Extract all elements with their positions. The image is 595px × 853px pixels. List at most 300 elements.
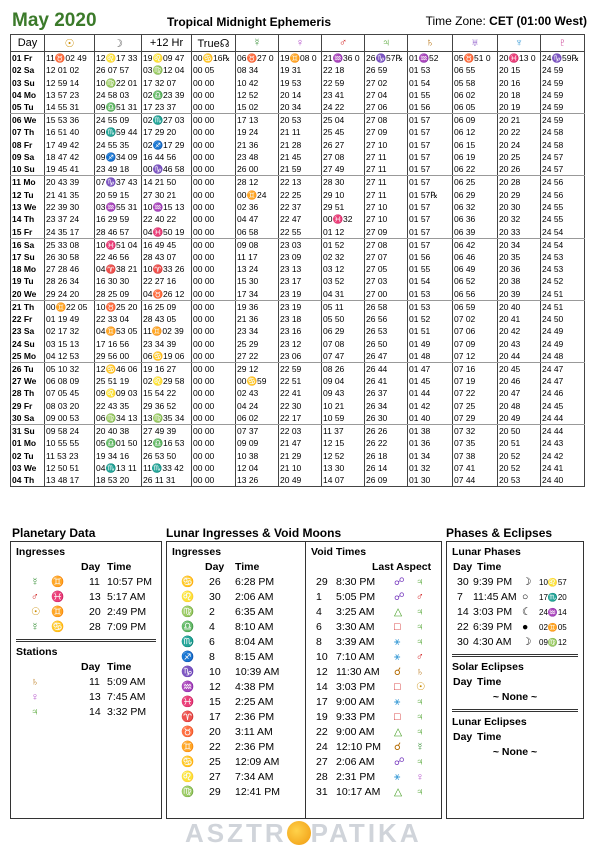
cell: 04♉26 12 bbox=[142, 288, 192, 301]
cell: 01 53 bbox=[408, 300, 453, 313]
row-date: 09 Sa bbox=[11, 151, 45, 163]
ingress-day: 20 bbox=[89, 606, 101, 618]
cell: 06 42 bbox=[453, 238, 498, 251]
void-row bbox=[306, 635, 442, 650]
cell: 00 00 bbox=[192, 126, 236, 138]
time-header: Time bbox=[477, 731, 502, 743]
cell: 11♏33 42 bbox=[142, 462, 192, 474]
void-time: 9:00 AM bbox=[336, 696, 375, 708]
void-day: 31 bbox=[316, 786, 328, 798]
lunar-ingress-list bbox=[167, 575, 305, 800]
cell: 20 19 bbox=[498, 101, 541, 114]
table-row bbox=[11, 425, 585, 438]
void-panel bbox=[306, 542, 442, 800]
planet-glyph-icon: ♀ bbox=[416, 771, 424, 783]
cell: 20 35 bbox=[498, 251, 541, 263]
cell: 17 29 20 bbox=[142, 126, 192, 138]
cell: 20 46 bbox=[498, 375, 541, 387]
ingress-time: 7:09 PM bbox=[107, 621, 147, 633]
planet-glyph-icon: ♄ bbox=[416, 666, 424, 678]
cell: 19 34 16 bbox=[95, 449, 142, 461]
cell: 21 59 bbox=[279, 163, 322, 176]
cell: 00 00 bbox=[192, 263, 236, 275]
cell: 01 56 bbox=[408, 251, 453, 263]
cell: 28 46 57 bbox=[95, 226, 142, 239]
cell: 00 00 bbox=[192, 474, 236, 487]
timezone bbox=[426, 14, 587, 28]
cell: 27 09 bbox=[365, 126, 408, 138]
station-row bbox=[11, 675, 161, 690]
cell: 23 34 bbox=[236, 325, 279, 337]
void-time: 11:30 AM bbox=[336, 666, 380, 678]
cell: 24 41 bbox=[541, 462, 585, 474]
cell: 20 40 bbox=[498, 300, 541, 313]
planet-glyph-icon: ☿ bbox=[31, 576, 39, 588]
cell: 26 53 bbox=[365, 325, 408, 337]
aspect-glyph-icon: ☌ bbox=[394, 666, 402, 678]
void-day: 4 bbox=[316, 606, 322, 618]
cell: 12 59 14 bbox=[45, 76, 95, 88]
cell: 19 53 bbox=[279, 76, 322, 88]
row-date: 29 Fr bbox=[11, 400, 45, 412]
ingresses-heading: Ingresses bbox=[16, 546, 66, 558]
cell: 24 40 bbox=[541, 474, 585, 487]
void-time: 3:25 AM bbox=[336, 606, 375, 618]
cell: 13 30 bbox=[322, 462, 365, 474]
lunar-ingress-time: 7:34 AM bbox=[235, 771, 274, 783]
cell: 27 06 bbox=[365, 101, 408, 114]
void-row bbox=[306, 605, 442, 620]
void-day: 29 bbox=[316, 576, 328, 588]
phase-row bbox=[447, 605, 583, 620]
cell: 06 59 bbox=[453, 300, 498, 313]
cell: 01 57 bbox=[408, 126, 453, 138]
column-header: +12 Hr bbox=[142, 35, 192, 52]
sign-glyph-icon: ♍ bbox=[181, 606, 195, 618]
cell: 20 38 bbox=[498, 275, 541, 287]
divider bbox=[452, 709, 578, 712]
cell: 06 29 bbox=[453, 188, 498, 200]
lunar-ingress-row bbox=[167, 770, 305, 785]
lunar-ingress-day: 26 bbox=[209, 576, 221, 588]
lunar-ingress-time: 2:25 AM bbox=[235, 696, 274, 708]
sign-glyph-icon: ♈ bbox=[181, 711, 195, 723]
cell: 01 53 bbox=[408, 288, 453, 301]
planet-ingress-list bbox=[11, 575, 161, 635]
cell: 20 28 bbox=[498, 176, 541, 189]
cell: 06 55 bbox=[453, 64, 498, 76]
lunar-ingress-day: 4 bbox=[209, 621, 215, 633]
cell: 05♎01 50 bbox=[95, 437, 142, 449]
cell: 01 57 bbox=[408, 151, 453, 163]
cell: 02 17 32 bbox=[45, 325, 95, 337]
cell: 12 15 bbox=[322, 437, 365, 449]
cell: 24 55 bbox=[541, 201, 585, 213]
cell: 12 50 51 bbox=[45, 462, 95, 474]
phases-box bbox=[446, 541, 584, 819]
cell: 01 49 bbox=[408, 337, 453, 349]
phase-position: 02♊05 bbox=[539, 623, 567, 632]
void-time: 8:30 PM bbox=[336, 576, 376, 588]
cell: 22 41 bbox=[279, 387, 322, 399]
phase-day: 30 bbox=[457, 636, 469, 648]
cell: 24 53 bbox=[541, 251, 585, 263]
table-row bbox=[11, 300, 585, 313]
row-date: 20 We bbox=[11, 288, 45, 301]
row-date: 19 Tu bbox=[11, 275, 45, 287]
cell: 24 59 bbox=[541, 101, 585, 114]
table-row bbox=[11, 412, 585, 425]
lunar-ingress-day: 17 bbox=[209, 711, 221, 723]
cell: 25 29 bbox=[236, 337, 279, 349]
station-time: 7:45 AM bbox=[107, 691, 146, 703]
cell: 01 38 bbox=[408, 425, 453, 438]
cell: 07 32 bbox=[453, 425, 498, 438]
cell: 09♌09 03 bbox=[95, 387, 142, 399]
cell: 01 57 bbox=[408, 114, 453, 127]
cell: 27 49 bbox=[322, 163, 365, 176]
cell: 23 17 bbox=[279, 275, 322, 287]
cell: 00 00 bbox=[192, 114, 236, 127]
cell: 00 00 bbox=[192, 188, 236, 200]
moon-phase-icon: ● bbox=[522, 621, 529, 633]
cell: 27 04 bbox=[365, 89, 408, 101]
station-row bbox=[11, 705, 161, 720]
cell: 22 03 bbox=[279, 425, 322, 438]
void-day: 19 bbox=[316, 711, 328, 723]
void-day: 1 bbox=[316, 591, 322, 603]
lunar-ingress-row bbox=[167, 590, 305, 605]
row-date: 28 Th bbox=[11, 387, 45, 399]
phase-time: 6:39 PM bbox=[473, 621, 513, 633]
time-header: Time bbox=[477, 676, 502, 688]
lunar-ingress-time: 6:28 PM bbox=[235, 576, 275, 588]
cell: 21 28 bbox=[279, 139, 322, 151]
row-date: 26 Tu bbox=[11, 362, 45, 375]
cell: 15 02 bbox=[236, 101, 279, 114]
cell: 24 51 bbox=[541, 300, 585, 313]
phase-day: 22 bbox=[457, 621, 469, 633]
lunar-ingress-row bbox=[167, 785, 305, 800]
cell: 24 57 bbox=[541, 151, 585, 163]
cell: 06 56 bbox=[453, 288, 498, 301]
cell: 03♒55 31 bbox=[95, 201, 142, 213]
cell: 22 17 bbox=[279, 412, 322, 425]
lunar-ingress-row bbox=[167, 725, 305, 740]
cell: 07♑37 43 bbox=[95, 176, 142, 189]
cell: 22 46 56 bbox=[95, 251, 142, 263]
cell: 05 10 32 bbox=[45, 362, 95, 375]
cell: 26 50 bbox=[365, 337, 408, 349]
station-day: 13 bbox=[89, 691, 101, 703]
cell: 19♊08 0 bbox=[279, 52, 322, 65]
cell: 12♌17 33 bbox=[95, 52, 142, 65]
table-row bbox=[11, 151, 585, 163]
void-row bbox=[306, 590, 442, 605]
cell: 09 00 53 bbox=[45, 412, 95, 425]
row-date: 25 Mo bbox=[11, 350, 45, 363]
moon-phase-icon: ☽ bbox=[522, 636, 532, 648]
stations-heading: Stations bbox=[16, 646, 58, 658]
cell: 07 41 bbox=[453, 462, 498, 474]
cell: 24 59 bbox=[541, 64, 585, 76]
sign-glyph-icon: ♋ bbox=[181, 576, 195, 588]
cell: 00 00 bbox=[192, 163, 236, 176]
lunar-ingress-row bbox=[167, 710, 305, 725]
cell: 06 46 bbox=[453, 251, 498, 263]
table-row bbox=[11, 462, 585, 474]
cell: 02♐17 29 bbox=[142, 139, 192, 151]
planet-glyph-icon: ♂ bbox=[31, 591, 39, 603]
cell: 24 43 bbox=[541, 437, 585, 449]
cell: 24 49 bbox=[541, 325, 585, 337]
cell: 24 48 bbox=[541, 350, 585, 363]
cell: 20 34 bbox=[498, 238, 541, 251]
planet-glyph-icon: ♃ bbox=[416, 786, 424, 798]
time-header: Time bbox=[107, 661, 132, 673]
row-date: 02 Tu bbox=[11, 449, 45, 461]
cell: 01 51 bbox=[408, 325, 453, 337]
cell: 22 51 bbox=[279, 375, 322, 387]
ingress-time: 10:57 PM bbox=[107, 576, 152, 588]
cell: 20 16 bbox=[498, 76, 541, 88]
lunar-ingress-row bbox=[167, 695, 305, 710]
cell: 01 53 bbox=[408, 64, 453, 76]
cell: 22 37 bbox=[279, 201, 322, 213]
cell: 01 56 bbox=[408, 101, 453, 114]
lunar-ingress-row bbox=[167, 635, 305, 650]
cell: 24 56 bbox=[541, 176, 585, 189]
planet-glyph-icon: ♃ bbox=[416, 726, 424, 738]
table-row bbox=[11, 350, 585, 363]
cell: 00 00 bbox=[192, 213, 236, 225]
cell: 23 34 39 bbox=[142, 337, 192, 349]
day-header: Day bbox=[81, 561, 101, 573]
lunar-ingress-time: 3:11 AM bbox=[235, 726, 273, 738]
cell: 19 45 41 bbox=[45, 163, 95, 176]
void-heading bbox=[311, 546, 442, 558]
cell: 24 49 bbox=[541, 337, 585, 349]
void-headers bbox=[306, 560, 442, 575]
cell: 27 00 bbox=[365, 288, 408, 301]
cell: 05♉51 0 bbox=[453, 52, 498, 65]
table-row bbox=[11, 188, 585, 200]
cell: 06 52 bbox=[453, 275, 498, 287]
cell: 16 25 09 bbox=[142, 300, 192, 313]
cell: 20♓13 0 bbox=[498, 52, 541, 65]
phase-position: 17♏20 bbox=[539, 593, 567, 602]
cell: 01 57 bbox=[408, 139, 453, 151]
sign-glyph-icon: ♋ bbox=[181, 756, 195, 768]
cell: 00♋59 bbox=[236, 375, 279, 387]
cell: 24 54 bbox=[541, 238, 585, 251]
row-date: 04 Mo bbox=[11, 89, 45, 101]
cell: 22 33 04 bbox=[95, 313, 142, 325]
lunar-ingress-time: 2:06 AM bbox=[235, 591, 274, 603]
void-row bbox=[306, 770, 442, 785]
table-row bbox=[11, 313, 585, 325]
cell: 26 14 bbox=[365, 462, 408, 474]
column-header: ☿ bbox=[236, 35, 279, 52]
cell: 24 59 bbox=[541, 76, 585, 88]
cell: 10 21 bbox=[322, 400, 365, 412]
cell: 00 00 bbox=[192, 101, 236, 114]
cell: 06♉27 0 bbox=[236, 52, 279, 65]
cell: 00 00 bbox=[192, 139, 236, 151]
cell: 26 27 bbox=[322, 139, 365, 151]
solar-eclipse-none: ~ None ~ bbox=[492, 691, 538, 703]
cell: 26 11 31 bbox=[142, 474, 192, 487]
cell: 13 57 23 bbox=[45, 89, 95, 101]
planet-glyph-icon: ♂ bbox=[416, 591, 424, 603]
row-date: 15 Fr bbox=[11, 226, 45, 239]
cell: 12 52 bbox=[236, 89, 279, 101]
cell: 01 57 bbox=[408, 163, 453, 176]
cell: 22 30 bbox=[279, 400, 322, 412]
cell: 22 59 bbox=[322, 76, 365, 88]
cell: 14 07 bbox=[322, 474, 365, 487]
cell: 24 55 bbox=[541, 213, 585, 225]
aspect-glyph-icon: ☍ bbox=[394, 591, 405, 603]
lunar-ingress-day: 15 bbox=[209, 696, 221, 708]
cell: 06 22 bbox=[453, 163, 498, 176]
cell: 21 47 bbox=[279, 437, 322, 449]
column-header: ♅ bbox=[453, 35, 498, 52]
lunar-ingress-row bbox=[167, 665, 305, 680]
aspect-glyph-icon: □ bbox=[394, 621, 401, 633]
cell: 26 44 bbox=[365, 362, 408, 375]
planet-ingress-row bbox=[11, 590, 161, 605]
void-day: 10 bbox=[316, 651, 328, 663]
cell: 27 08 bbox=[365, 238, 408, 251]
cell: 00♋16℞ bbox=[192, 52, 236, 65]
sign-glyph-icon: ♓ bbox=[181, 696, 195, 708]
cell: 21 45 bbox=[279, 151, 322, 163]
cell: 06♍34 13 bbox=[95, 412, 142, 425]
table-row bbox=[11, 114, 585, 127]
planet-ingress-row bbox=[11, 575, 161, 590]
cell: 06 29 bbox=[322, 325, 365, 337]
cell: 22 39 30 bbox=[45, 201, 95, 213]
row-date: 27 We bbox=[11, 375, 45, 387]
lunar-ingress-row bbox=[167, 755, 305, 770]
void-row bbox=[306, 725, 442, 740]
cell: 22 13 bbox=[279, 176, 322, 189]
lunar-ingress-day: 25 bbox=[209, 756, 221, 768]
cell: 10♍22 01 bbox=[95, 76, 142, 88]
cell: 23 18 bbox=[279, 313, 322, 325]
cell: 09 08 bbox=[236, 238, 279, 251]
cell: 00 00 bbox=[192, 412, 236, 425]
phase-row bbox=[447, 635, 583, 650]
void-day: 6 bbox=[316, 621, 322, 633]
cell: 10♉25 20 bbox=[95, 300, 142, 313]
cell: 24 54 bbox=[541, 226, 585, 239]
column-header: Day bbox=[11, 35, 45, 52]
ephemeris-table bbox=[10, 34, 585, 487]
tz-offset: (01:00 West) bbox=[516, 14, 587, 28]
day-header: Day bbox=[205, 561, 225, 573]
cell: 02♎23 39 bbox=[142, 89, 192, 101]
table-row bbox=[11, 201, 585, 213]
cell: 11 53 23 bbox=[45, 449, 95, 461]
cell: 19 36 bbox=[236, 300, 279, 313]
time-header: Time bbox=[477, 561, 502, 573]
cell: 01 42 bbox=[408, 400, 453, 412]
cell: 20 48 bbox=[498, 400, 541, 412]
table-row bbox=[11, 52, 585, 65]
row-date: 02 Sa bbox=[11, 64, 45, 76]
cell: 20 51 bbox=[498, 437, 541, 449]
time-header: Time bbox=[235, 561, 260, 573]
column-header: True☊ bbox=[192, 35, 236, 52]
cell: 07 12 bbox=[453, 350, 498, 363]
cell: 21 36 bbox=[236, 139, 279, 151]
day-header: Day bbox=[453, 676, 473, 688]
planet-ingress-row bbox=[11, 620, 161, 635]
cell: 26 34 bbox=[365, 400, 408, 412]
cell: 22 59 bbox=[279, 362, 322, 375]
cell: 29 51 bbox=[322, 201, 365, 213]
cell: 20 40 38 bbox=[95, 425, 142, 438]
table-row bbox=[11, 76, 585, 88]
cell: 24 44 bbox=[541, 425, 585, 438]
cell: 20 52 bbox=[498, 449, 541, 461]
sign-glyph-icon: ♊ bbox=[51, 606, 65, 618]
cell: 23 06 bbox=[279, 350, 322, 363]
cell: 22 55 bbox=[279, 226, 322, 239]
table-row bbox=[11, 288, 585, 301]
cell: 20 49 bbox=[498, 412, 541, 425]
void-time: 10:17 AM bbox=[336, 786, 381, 798]
cell: 10 55 55 bbox=[45, 437, 95, 449]
cell: 21 29 bbox=[279, 449, 322, 461]
sign-glyph-icon: ♍ bbox=[181, 786, 195, 798]
void-day: 8 bbox=[316, 636, 322, 648]
cell: 10 38 bbox=[236, 449, 279, 461]
row-date: 31 Su bbox=[11, 425, 45, 438]
logo-text-b: PATIKA bbox=[310, 818, 422, 848]
lunar-ingress-row bbox=[167, 740, 305, 755]
lunar-ingress-time: 12:41 PM bbox=[235, 786, 280, 798]
cell: 19 24 bbox=[236, 126, 279, 138]
cell: 06 08 09 bbox=[45, 375, 95, 387]
column-header: ☽ bbox=[95, 35, 142, 52]
planetary-data-box bbox=[10, 541, 162, 819]
cell: 10 42 bbox=[236, 76, 279, 88]
cell: 07 19 bbox=[453, 375, 498, 387]
void-day: 17 bbox=[316, 696, 328, 708]
cell: 26 41 bbox=[365, 375, 408, 387]
cell: 00 00 bbox=[192, 375, 236, 387]
phase-list bbox=[447, 575, 583, 650]
table-row bbox=[11, 375, 585, 387]
cell: 17 13 bbox=[236, 114, 279, 127]
table-row bbox=[11, 400, 585, 412]
lunar-eclipses-heading: Lunar Eclipses bbox=[452, 716, 527, 728]
lunar-ingress-day: 12 bbox=[209, 681, 221, 693]
cell: 11♊02 39 bbox=[142, 325, 192, 337]
cell: 27 10 bbox=[365, 139, 408, 151]
table-row bbox=[11, 251, 585, 263]
cell: 27 02 bbox=[365, 76, 408, 88]
cell: 00♊22 05 bbox=[45, 300, 95, 313]
cell: 02 36 bbox=[236, 201, 279, 213]
cell: 28 25 09 bbox=[95, 288, 142, 301]
column-header: ♆ bbox=[498, 35, 541, 52]
cell: 26 30 58 bbox=[45, 251, 95, 263]
cell: 07 47 bbox=[322, 350, 365, 363]
